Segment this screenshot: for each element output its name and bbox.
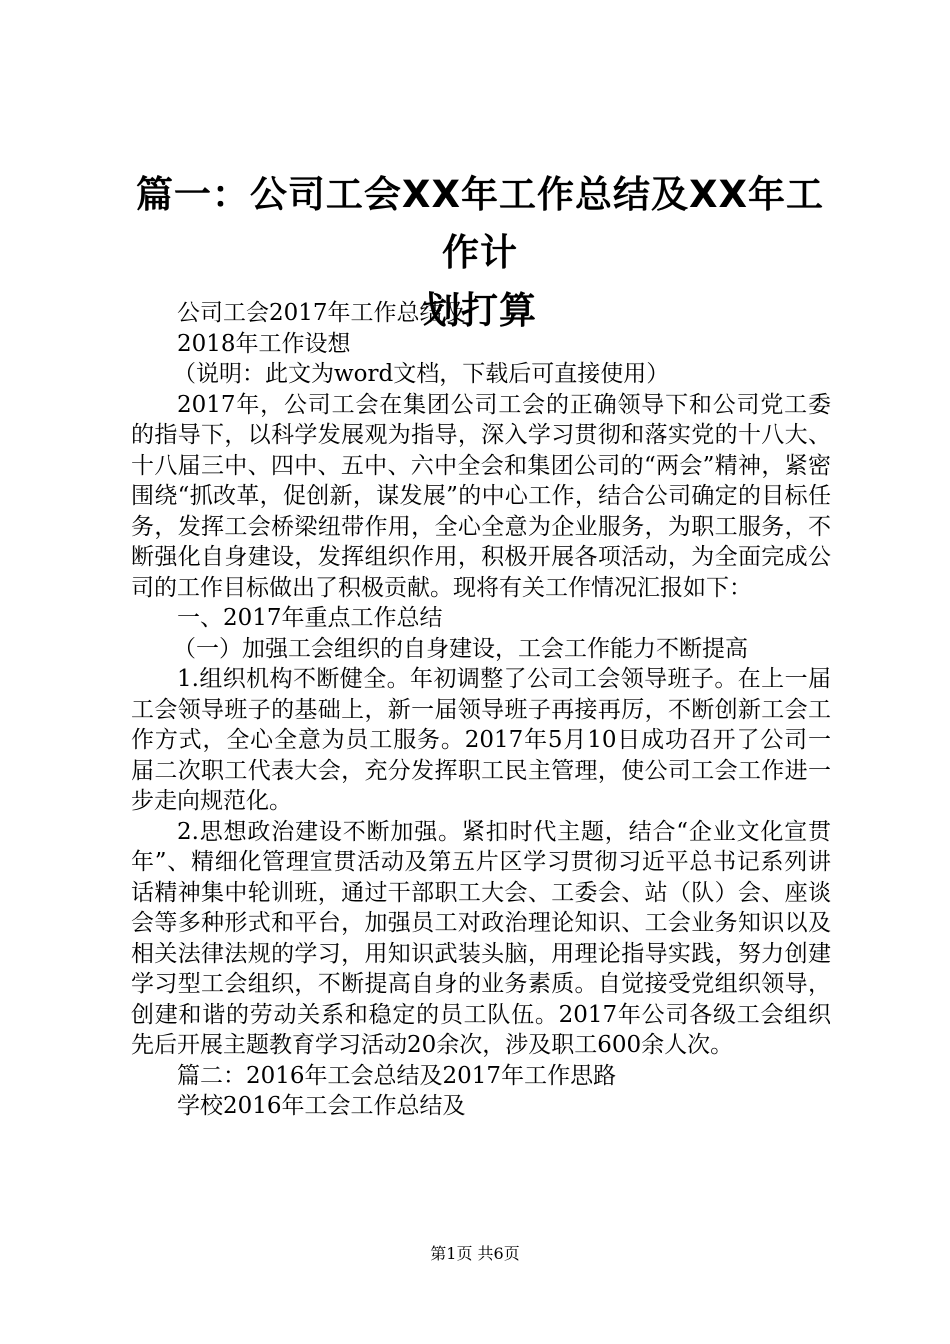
page-footer: 第1页 共6页 <box>430 1244 520 1263</box>
paragraph-school-heading: 学校2016年工会工作总结及 <box>177 1093 466 1119</box>
subsection-heading-1: （一）加强工会组织的自身建设，工会工作能力不断提高 <box>173 635 748 662</box>
paragraph-item-1: 1.组织机构不断健全。年初调整了公司工会领导班子。在上一届工会领导班子的基础上，新一届领导班子再接再厉，不断创新工会工作方式，全心全意为员工服务。2017年5月10日成功召开了公司一届二次职工代表大会，充分发挥职工民主管理，使公司工会工作进一步走向规范化。 <box>131 666 831 814</box>
paragraph-intro: 2017年，公司工会在集团公司工会的正确领导下和公司党工委的指导下，以科学发展观为指导，深入学习贯彻和落实党的十八大、十八届三中、四中、五中、六中全会和集团公司的“两会”精神，紧密围绕“抓改革，促创新，谋发展”的中心工作，结合公司确定的目标任务，发挥工会桥梁纽带作用，全心全意为企业服务，为职工服务，不断强化自身建设，发挥组织作用，积极开展各项活动，为全面完成公司的工作目标做出了积极贡献。现将有关工作情况汇报如下： <box>131 391 831 601</box>
paragraph-subtitle-2: 2018年工作设想 <box>177 330 351 357</box>
paragraph-item-2: 2.思想政治建设不断加强。紧扣时代主题，结合“企业文化宣贯年”、精细化管理宣贯活动及第五片区学习贯彻习近平总书记系列讲话精神集中轮训班，通过干部职工大会、工委会、站（队）会、座谈会等多种形式和平台，加强员工对政治理论知识、工会业务知识以及相关法律法规的学习，用知识武装头脑，用理论指导实践，努力创建学习型工会组织，不断提高自身的业务素质。自觉接受党组织领导，创建和谐的劳动关系和稳定的员工队伍。2017年公司各级工会组织先后开展主题教育学习活动20余次，涉及职工600余人次。 <box>131 818 831 1058</box>
paragraph-note: （说明：此文为word文档，下载后可直接使用） <box>173 361 670 387</box>
paragraph-subtitle-1: 公司工会2017年工作总结及 <box>177 300 466 326</box>
title-line-1: 篇一：公司工会XX年工作总结及XX年工作计 <box>135 173 825 274</box>
section-heading-1: 一、2017年重点工作总结 <box>177 605 443 631</box>
document-body <box>131 298 831 1122</box>
title-line-2: 划打算 <box>423 289 537 332</box>
paragraph-part-two-heading: 篇二：2016年工会总结及2017年工作思路 <box>177 1062 617 1089</box>
